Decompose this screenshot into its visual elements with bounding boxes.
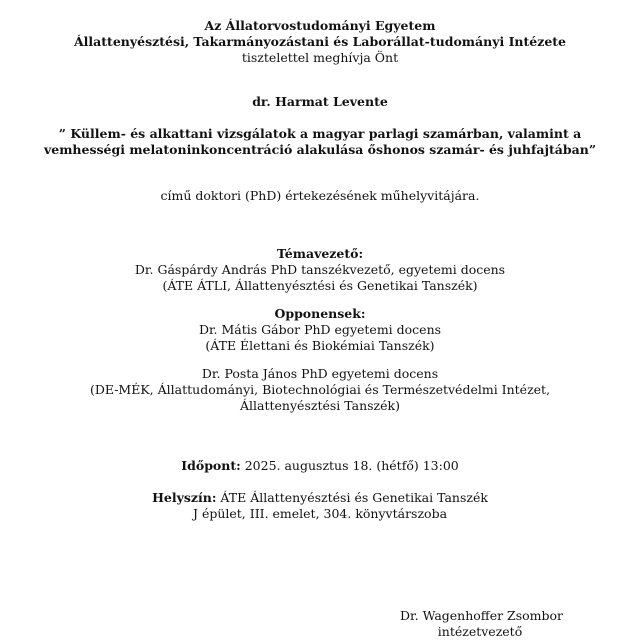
opponent2-line2: (DE-MÉK, Állattudományi, Biotechnológiai és Természetvédelmi Intézet, xyxy=(89,382,551,397)
institute-name: Állattenyésztési, Takarmányozástani és Laborállat-tudományi Intézete xyxy=(73,34,567,49)
signature-title: intézetvezető xyxy=(437,624,523,639)
invite-text: tisztelettel meghívja Önt xyxy=(241,50,399,65)
signature-name: Dr. Wagenhoffer Zsombor xyxy=(400,608,564,623)
supervisor-line2: (ÁTE ÁTLI, Állattenyésztési és Genetikai Tanszék) xyxy=(162,278,478,293)
supervisor-line1: Dr. Gáspárdy András PhD tanszékvezető, egyetemi docens xyxy=(134,262,506,277)
opponent1-line1: Dr. Mátis Gábor PhD egyetemi docens xyxy=(198,322,442,337)
schedule-time xyxy=(0,458,640,474)
opponent2-line3: Állattenyésztési Tanszék) xyxy=(240,398,400,413)
time-label: Időpont: xyxy=(181,458,241,473)
thesis-title-line2: vemhességi melatoninkoncentráció alakulása őshonos szamár- és juhfajtában” xyxy=(43,142,597,157)
schedule-place xyxy=(0,490,640,506)
candidate-name: dr. Harmat Levente xyxy=(252,94,388,109)
opponent2-line1: Dr. Posta János PhD egyetemi docens xyxy=(201,366,439,381)
supervisor-heading: Témavezető: xyxy=(276,246,364,261)
opponents-heading: Opponensek: xyxy=(274,306,366,321)
place-label: Helyszín: xyxy=(152,490,217,505)
university-name: Az Állatorvostudományi Egyetem xyxy=(204,18,436,33)
thesis-subtitle: című doktori (PhD) értekezésének műhelyvitájára. xyxy=(160,188,480,203)
thesis-title-line1: ” Küllem- és alkattani vizsgálatok a magyar parlagi szamárban, valamint a xyxy=(58,126,582,141)
place-line2: J épület, III. emelet, 304. könyvtárszoba xyxy=(192,506,448,521)
time-value: 2025. augusztus 18. (hétfő) 13:00 xyxy=(240,458,459,473)
place-value: ÁTE Állattenyésztési és Genetikai Tanszék xyxy=(216,490,488,505)
opponent1-line2: (ÁTE Élettani és Biokémiai Tanszék) xyxy=(205,338,435,353)
